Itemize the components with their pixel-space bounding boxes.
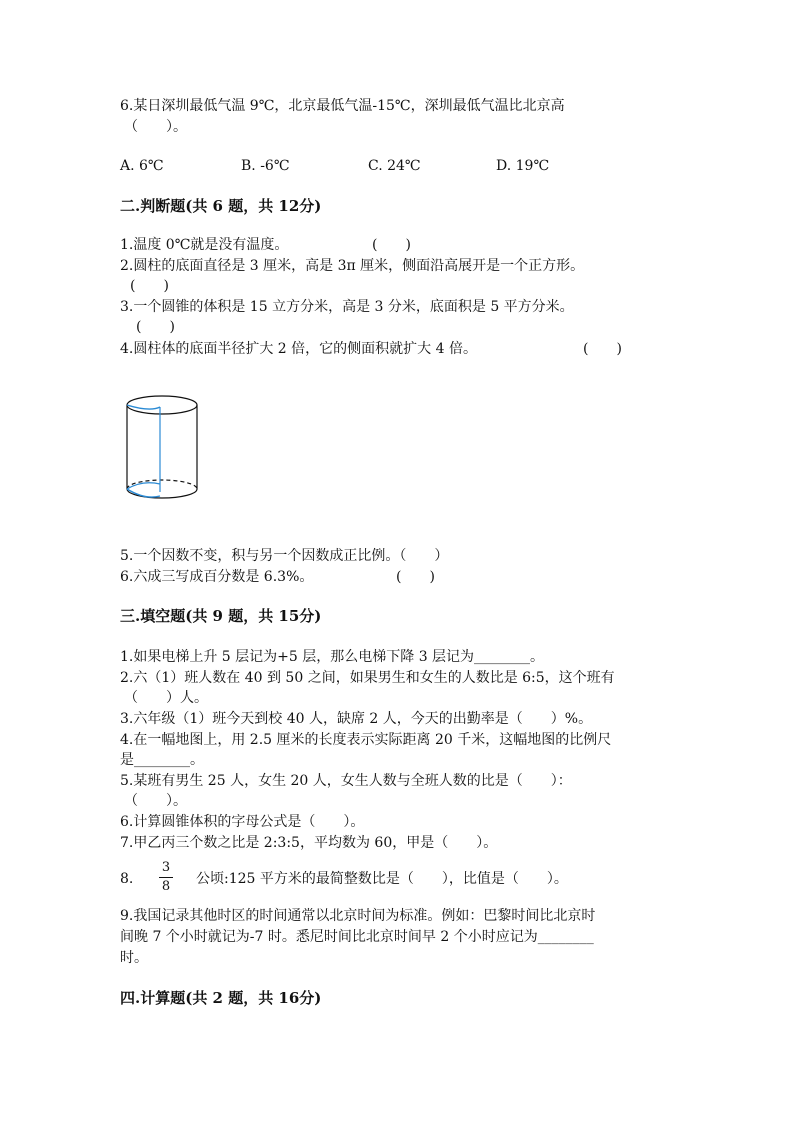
answer-blank: ( ) xyxy=(136,319,175,335)
question-text: 1.如果电梯上升 5 层记为+5 层，那么电梯下降 3 层记为________。 xyxy=(120,649,545,665)
question-text: 间晚 7 个小时就记为-7 时。悉尼时间比北京时间早 2 个小时应记为________ xyxy=(120,929,594,945)
question-text: 2.圆柱的底面直径是 3 厘米，高是 3π 厘米，侧面沿高展开是一个正方形。 xyxy=(120,258,585,274)
option-a: A. 6℃ xyxy=(120,158,164,174)
question-text: 2.六（1）班人数在 40 到 50 之间，如果男生和女生的人数比是 6:5，这个班有 xyxy=(120,670,615,686)
fraction xyxy=(159,861,173,894)
fraction-bar xyxy=(159,877,173,878)
question-text: 时。 xyxy=(120,950,148,966)
question-text: 5.一个因数不变，积与另一个因数成正比例。（ ） xyxy=(120,548,449,564)
answer-blank: （ ）。 xyxy=(124,119,187,135)
fraction-denominator: 8 xyxy=(161,879,171,894)
question-text: 3.一个圆锥的体积是 15 立方分米，高是 3 分米，底面积是 5 平方分米。 xyxy=(120,299,574,315)
question-text: （ ）。 xyxy=(124,793,187,809)
question-number: 8. xyxy=(120,871,134,887)
question-text: 6.某日深圳最低气温 9℃，北京最低气温-15℃，深圳最低气温比北京高 xyxy=(120,98,565,114)
question-text: 6.六成三写成百分数是 6.3%。 xyxy=(120,569,314,585)
question-text: 4.圆柱体的底面半径扩大 2 倍，它的侧面积就扩大 4 倍。 xyxy=(120,341,477,357)
fraction-numerator: 3 xyxy=(161,860,171,875)
question-text: 是________。 xyxy=(120,752,204,768)
option-d: D. 19℃ xyxy=(496,158,550,174)
question-text: 5.某班有男生 25 人，女生 20 人，女生人数与全班人数的比是（ ）： xyxy=(120,773,572,789)
cylinder-figure xyxy=(120,392,204,504)
option-c: C. 24℃ xyxy=(368,158,421,174)
question-text: 9.我国记录其他时区的时间通常以北京时间为标准。例如：巴黎时间比北京时 xyxy=(120,908,596,924)
question-text: 4.在一幅地图上，用 2.5 厘米的长度表示实际距离 20 千米，这幅地图的比例尺 xyxy=(120,732,612,748)
question-text: 6.计算圆锥体积的字母公式是（ ）。 xyxy=(120,814,365,830)
question-text: 3.六年级（1）班今天到校 40 人，缺席 2 人，今天的出勤率是（ ）%。 xyxy=(120,711,593,727)
question-text: 公顷:125 平方米的最简整数比是（ ），比值是（ ）。 xyxy=(196,871,568,887)
section-heading-fill-in: 三.填空题(共 9 题，共 15分) xyxy=(120,607,322,625)
answer-blank: ( ) xyxy=(372,237,411,253)
option-b: B. -6℃ xyxy=(241,158,290,174)
question-text: 1.温度 0℃就是没有温度。 xyxy=(120,237,289,253)
question-text: 7.甲乙丙三个数之比是 2:3:5，平均数为 60，甲是（ ）。 xyxy=(120,835,498,851)
section-heading-judgement: 二.判断题(共 6 题，共 12分) xyxy=(120,197,322,215)
answer-blank: ( ) xyxy=(583,341,622,357)
question-text: （ ）人。 xyxy=(124,690,208,706)
section-heading-calculation: 四.计算题(共 2 题，共 16分) xyxy=(120,989,322,1007)
answer-blank: ( ) xyxy=(130,278,169,294)
answer-blank: ( ) xyxy=(396,569,435,585)
